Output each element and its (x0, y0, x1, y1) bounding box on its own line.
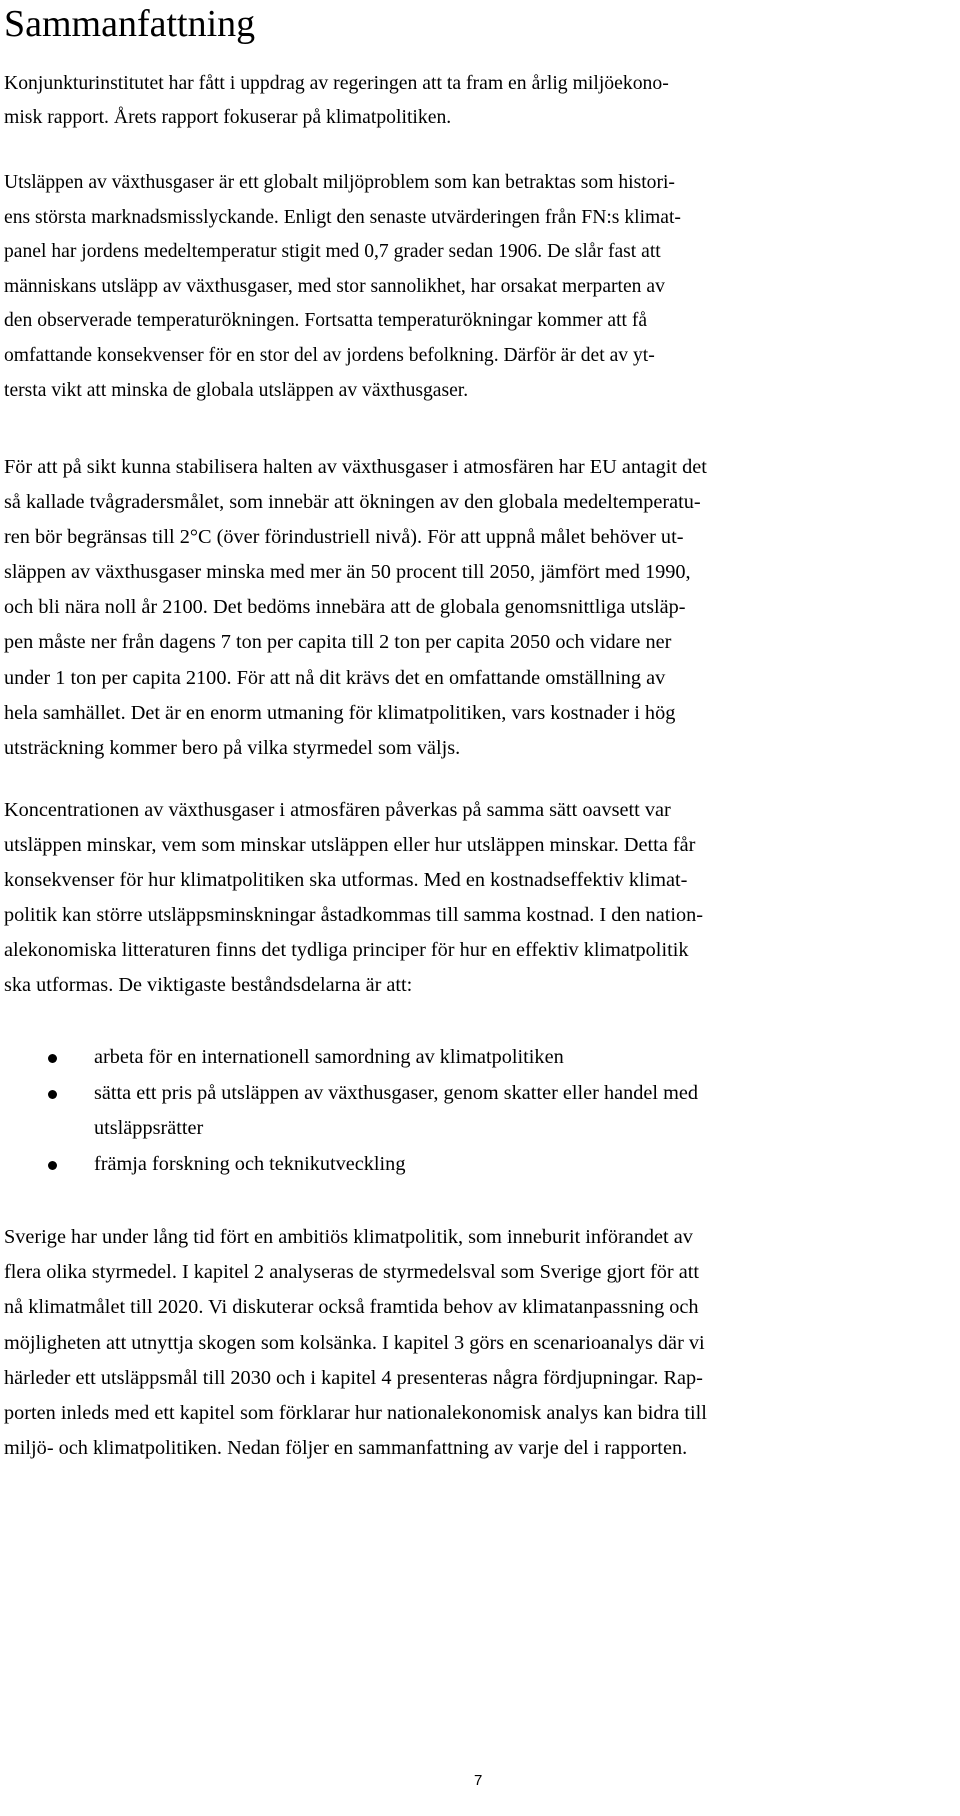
list-item (4, 1076, 698, 1147)
text-line: och bli nära noll år 2100. Det bedöms innebära att de globala genomsnittliga utsläp- (4, 596, 686, 619)
paragraph-emissions-problem (4, 166, 681, 408)
text-line: släppen av växthusgaser minska med mer än 50 procent till 2050, jämfört med 1990, (4, 561, 691, 584)
text-line: utsläppsrätter (94, 1117, 204, 1139)
text-line: ens största marknadsmisslyckande. Enligt den senaste utvärderingen från FN:s klimat- (4, 206, 681, 228)
page-number: 7 (474, 1772, 483, 1789)
text-line: omfattande konsekvenser för en stor del av jordens befolkning. Därför är det av yt- (4, 344, 655, 366)
paragraph-cost-effective-policy (4, 793, 703, 1004)
text-line: politik kan större utsläppsminskningar åstadkommas till samma kostnad. I den nation- (4, 904, 704, 927)
text-line: arbeta för en internationell samordning av klimatpolitiken (94, 1046, 564, 1068)
text-line: porten inleds med ett kapitel som förklarar hur nationalekonomisk analys kan bidra till (4, 1402, 707, 1425)
text-line: under 1 ton per capita 2100. För att nå dit krävs det en omfattande omställning av (4, 666, 666, 689)
text-line: härleder ett utsläppsmål till 2030 och i kapitel 4 presenteras några fördjupningar. Rap- (4, 1366, 703, 1389)
text-line: hela samhället. Det är en enorm utmaning för klimatpolitiken, vars kostnader i hög (4, 701, 676, 724)
text-line: misk rapport. Årets rapport fokuserar på klimatpolitiken. (4, 106, 452, 128)
text-line: konsekvenser för hur klimatpolitiken ska utformas. Med en kostnadseffektiv klimat- (4, 869, 688, 892)
paragraph-swedish-policy (4, 1220, 707, 1466)
list-item (4, 1040, 698, 1076)
text-line: Utsläppen av växthusgaser är ett globalt miljöproblem som kan betraktas som histori- (4, 172, 675, 193)
text-line: miljö- och klimatpolitiken. Nedan följer en sammanfattning av varje del i rapporten. (4, 1437, 688, 1460)
paragraph-two-degree-target (4, 450, 707, 766)
text-line: Sverige har under lång tid fört en ambitiös klimatpolitik, som inneburit införandet av (4, 1226, 693, 1248)
paragraph-intro (4, 66, 669, 134)
text-line: utsläppen minskar, vem som minskar utsläppen eller hur utsläppen minskar. Detta får (4, 834, 696, 857)
text-line: utsträckning kommer bero på vilka styrmedel som väljs. (4, 736, 461, 759)
text-line: Koncentrationen av växthusgaser i atmosfären påverkas på samma sätt oavsett var (4, 799, 671, 821)
text-line: tersta vikt att minska de globala utsläppen av växthusgaser. (4, 379, 469, 401)
text-line: pen måste ner från dagens 7 ton per capita till 2 ton per capita 2050 och vidare ner (4, 631, 672, 654)
text-line: främja forskning och teknikutveckling (94, 1152, 406, 1175)
text-line: den observerade temperaturökningen. Fortsatta temperaturökningar kommer att få (4, 310, 648, 332)
bullet-icon (48, 1161, 57, 1170)
text-line: alekonomiska litteraturen finns det tydliga principer för hur en effektiv klimatpolitik (4, 939, 689, 962)
text-line: så kallade tvågradersmålet, som innebär att ökningen av den globala medeltemperatu- (4, 491, 701, 514)
text-line: ska utformas. De viktigaste beståndsdelarna är att: (4, 974, 413, 997)
page-title: Sammanfattning (4, 3, 256, 45)
text-line: För att på sikt kunna stabilisera halten av växthusgaser i atmosfären har EU antagit det (4, 456, 707, 478)
bullet-icon (48, 1054, 57, 1063)
text-line: sätta ett pris på utsläppen av växthusgaser, genom skatter eller handel med (94, 1081, 699, 1104)
list-item (4, 1147, 698, 1183)
text-line: flera olika styrmedel. I kapitel 2 analyseras de styrmedelsval som Sverige gjort för att (4, 1261, 699, 1284)
text-line: Konjunkturinstitutet har fått i uppdrag av regeringen att ta fram en årlig miljöekono- (4, 72, 669, 94)
text-line: nå klimatmålet till 2020. Vi diskuterar också framtida behov av klimatanpassning och (4, 1296, 699, 1319)
text-line: möjligheten att utnyttja skogen som kolsänka. I kapitel 3 görs en scenarioanalys där vi (4, 1331, 705, 1354)
bullet-list (4, 1040, 698, 1182)
text-line: människans utsläpp av växthusgaser, med stor sannolikhet, har orsakat merparten av (4, 275, 665, 297)
bullet-icon (48, 1090, 57, 1099)
text-line: ren bör begränsas till 2°C (över förindustriell nivå). För att uppnå målet behöver ut- (4, 526, 684, 549)
text-line: panel har jordens medeltemperatur stigit med 0,7 grader sedan 1906. De slår fast att (4, 241, 661, 263)
